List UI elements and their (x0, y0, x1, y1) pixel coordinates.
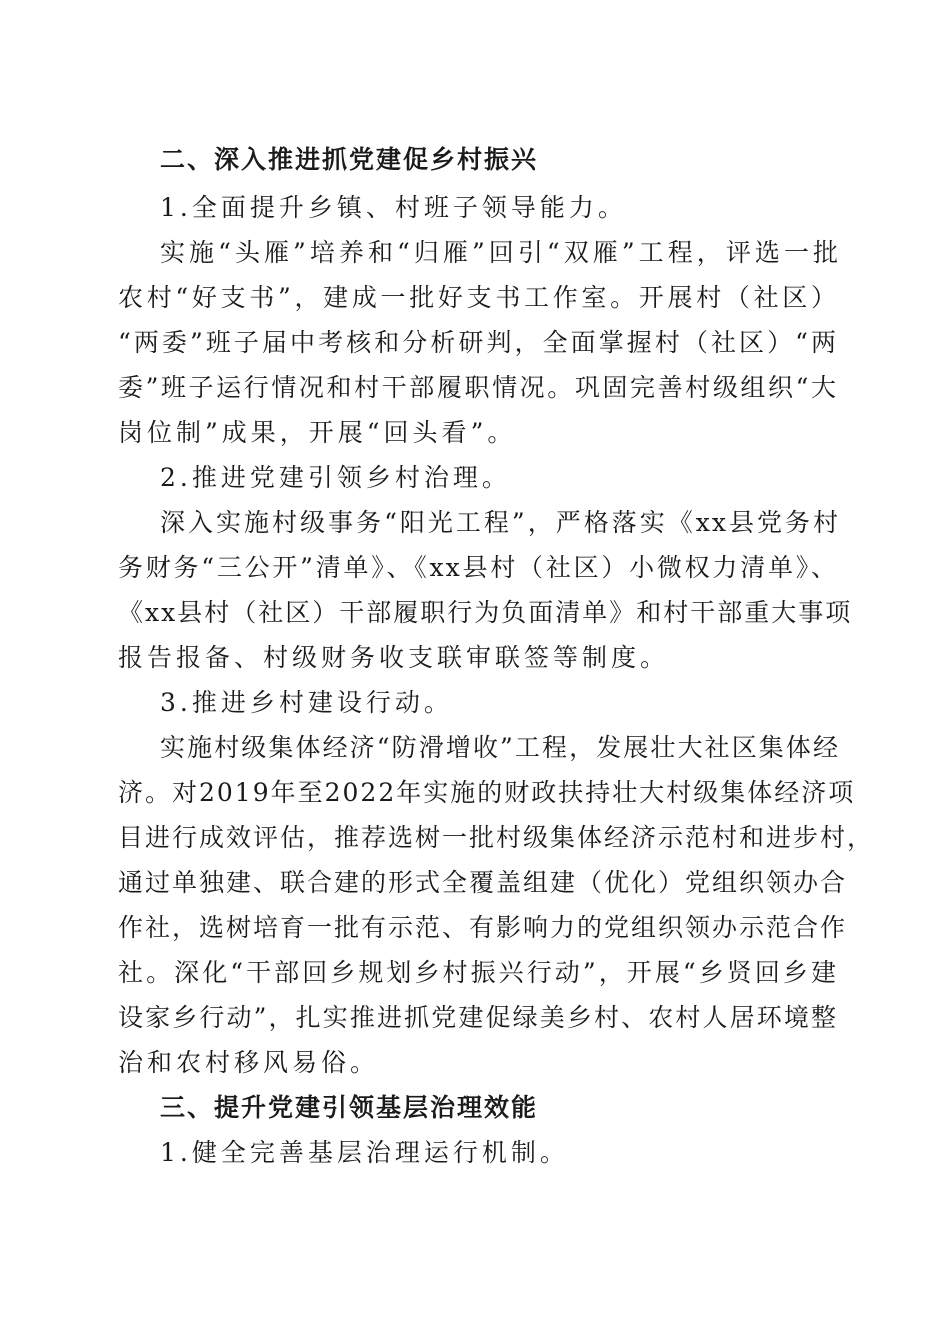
paragraph-1-line-4: 委”班子运行情况和村干部履职情况。巩固完善村级组织“大 (118, 373, 838, 402)
paragraph-2-line-3: 《xx县村（社区）干部履职行为负面清单》和村干部重大事项 (118, 598, 853, 627)
paragraph-2-line-1: 深入实施村级事务“阳光工程”，严格落实《xx县党务村 (160, 508, 840, 537)
paragraph-3-line-1: 实施村级集体经济“防滑增收”工程，发展壮大社区集体经 (160, 733, 840, 762)
paragraph-2-line-2: 务财务“三公开”清单》、《xx县村（社区）小微权力清单》、 (118, 553, 838, 582)
paragraph-1-line-1: 实施“头雁”培养和“归雁”回引“双雁”工程，评选一批 (160, 238, 840, 267)
paragraph-2-line-4: 报告报备、村级财务收支联审联签等制度。 (118, 643, 670, 672)
paragraph-1-line-5: 岗位制”成果，开展“回头看”。 (118, 418, 517, 447)
paragraph-1-line-3: “两委”班子届中考核和分析研判，全面掌握村（社区）“两 (118, 328, 838, 357)
paragraph-3-line-3: 目进行成效评估，推荐选树一批村级集体经济示范村和进步村， (118, 823, 875, 852)
subheading-3-1: 1.健全完善基层治理运行机制。 (160, 1138, 569, 1167)
paragraph-3-line-7: 设家乡行动”，扎实推进抓党建促绿美乡村、农村人居环境整 (118, 1003, 838, 1032)
paragraph-3-line-6: 社。深化“干部回乡规划乡村振兴行动”，开展“乡贤回乡建 (118, 958, 838, 987)
paragraph-3-line-4: 通过单独建、联合建的形式全覆盖组建（优化）党组织领办合 (118, 868, 848, 897)
subheading-2-3: 3.推进乡村建设行动。 (160, 688, 453, 717)
paragraph-1-line-2: 农村“好支书”，建成一批好支书工作室。开展村（社区） (118, 283, 838, 312)
subheading-2-1: 1.全面提升乡镇、村班子领导能力。 (160, 193, 627, 222)
paragraph-3-line-2: 济。对2019年至2022年实施的财政扶持壮大村级集体经济项 (118, 778, 856, 807)
paragraph-3-line-5: 作社，选树培育一批有示范、有影响力的党组织领办示范合作 (118, 913, 848, 942)
paragraph-3-line-8: 治和农村移风易俗。 (118, 1048, 380, 1077)
section-heading-3: 三、提升党建引领基层治理效能 (160, 1093, 539, 1122)
section-heading-2: 二、深入推进抓党建促乡村振兴 (160, 145, 539, 174)
subheading-2-2: 2.推进党建引领乡村治理。 (160, 463, 511, 492)
